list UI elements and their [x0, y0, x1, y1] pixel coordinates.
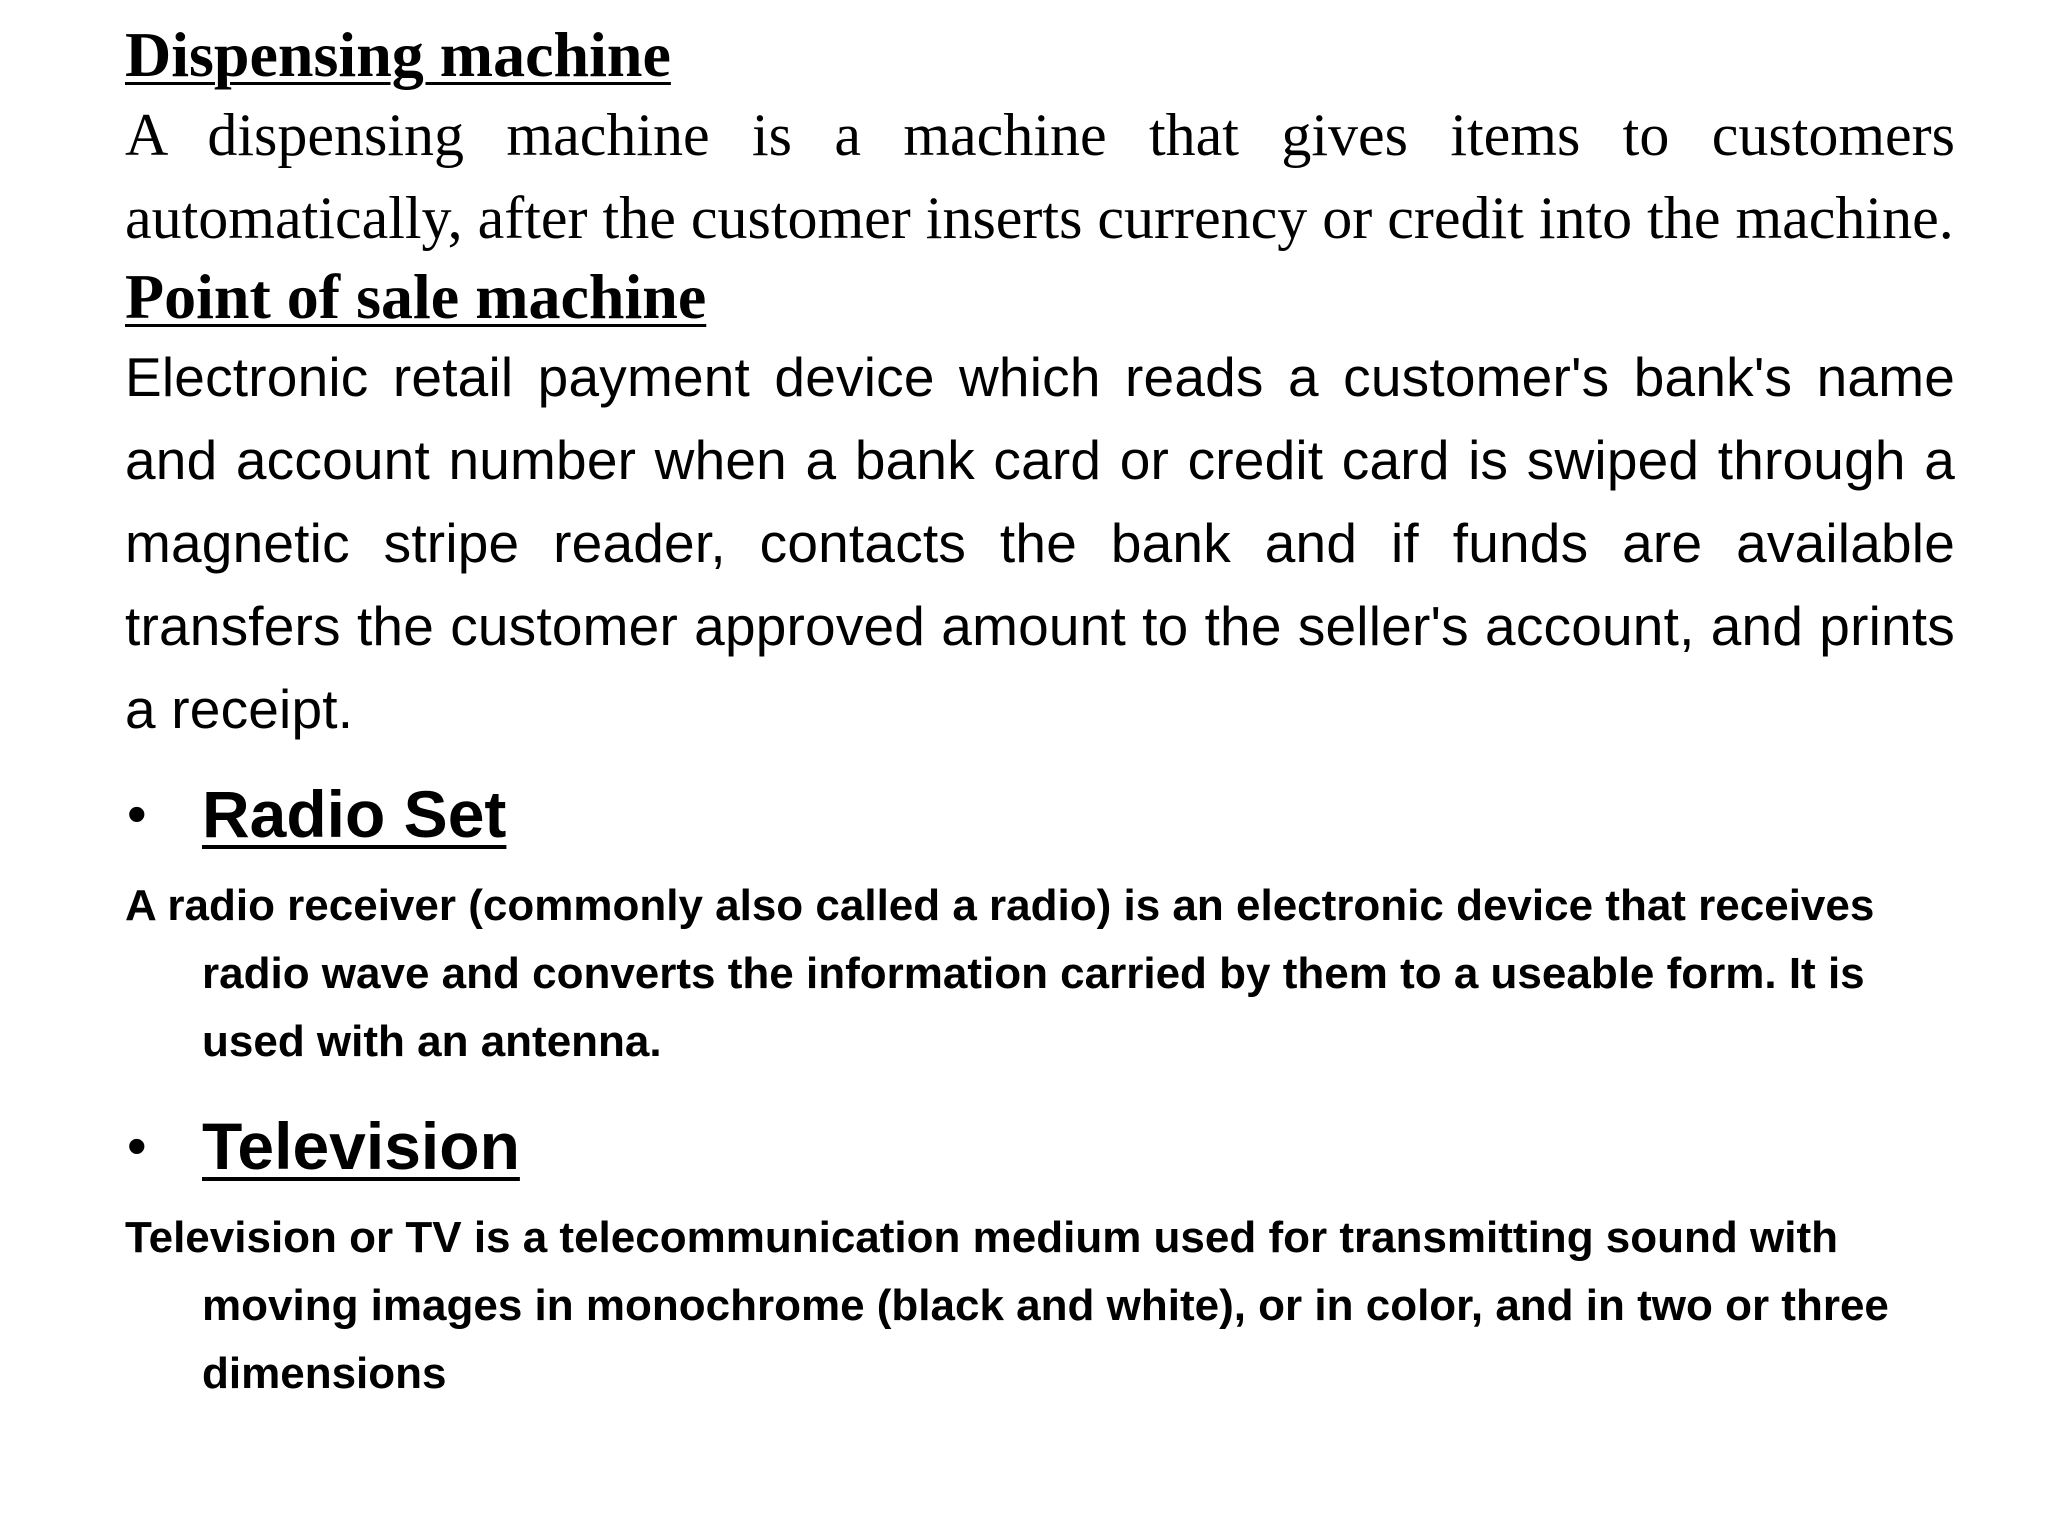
point-of-sale-text: Electronic retail payment device which reads a customer's bank's name and account number when a bank card or credit card is swiped through a magnetic stripe reader, contacts the bank and if funds are available transfers the customer approved amount to the seller's account, and prints a receipt. — [125, 346, 1955, 740]
television-text: Television or TV is a telecommunication medium used for transmitting sound with moving images in monochrome (black and white), or in color, and in two or three dimensions — [125, 1213, 1889, 1398]
television-heading — [125, 1098, 1955, 1194]
television-label: Television — [202, 1109, 520, 1183]
dispensing-machine-text: A dispensing machine is a machine that gives items to customers automatically, after the customer inserts currency or credit into the machine. — [125, 102, 1955, 251]
slide-content — [125, 18, 1955, 1408]
radio-set-label: Radio Set — [202, 777, 507, 851]
point-of-sale-heading: Point of sale machine — [125, 261, 707, 332]
radio-set-text: A radio receiver (commonly also called a radio) is an electronic device that receives radio wave and converts the information carried by them to a useable form. It is used with an antenna. — [125, 881, 1875, 1066]
bullet-icon: • — [127, 782, 147, 845]
radio-set-heading — [125, 766, 1955, 862]
bullet-icon: • — [127, 1114, 147, 1177]
dispensing-machine-heading: Dispensing machine — [125, 19, 671, 90]
